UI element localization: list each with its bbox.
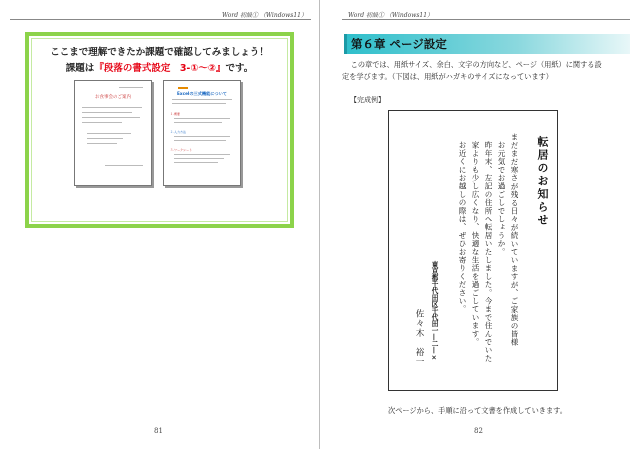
thumb-text-line [174,154,230,155]
postcard-title: 転居のお知らせ [536,136,549,227]
thumbnail-2-section-2: ２.入力方法 [170,130,186,134]
postcard-body-line: 昨年末、左記の住所へ転居いたしました。今まで住んでいた [484,141,493,363]
chapter-intro [342,59,632,83]
example-label: 【完成例】 [350,96,385,104]
review-task-name: 『段落の書式設定 3-①～②』 [94,63,226,74]
thumb-text-line [174,162,218,163]
page-number-right: 82 [474,427,483,435]
thumb-text-line [174,158,224,159]
thumb-text-line [172,99,232,100]
thumbnail-2-title: Excelの三式機能について [177,91,227,96]
thumb-text-line [105,165,143,166]
thumb-text-line [87,143,117,144]
thumbnail-2-logo [178,87,188,89]
thumb-text-line [82,107,142,108]
running-head-left: Word 初級① （Windows11） [221,12,307,19]
review-line1: ここまで理解できたか課題で確認してみましょう！ [50,47,269,58]
running-head-right: Word 初級① （Windows11） [348,12,434,19]
task-thumbnail-2 [163,80,241,186]
thumb-text-line [174,122,222,123]
right-page [320,0,640,449]
header-rule-right [342,19,630,20]
page-number-left: 81 [154,427,163,435]
intro-line-1: この章では、用紙サイズ、余白、文字の方向など、ページ（用紙）に関する設 [350,60,602,69]
footer-note: 次ページから、手順に沿って文書を作成していきます。 [388,406,567,415]
review-line2-suffix: です。 [225,63,254,74]
postcard-sender-name: 佐々木 裕一 [414,309,424,367]
thumb-text-line [82,122,122,123]
task-thumbnail-1 [74,80,152,186]
postcard-address: 東京都千代田区千代田一―二―× [430,261,438,362]
thumb-text-line [87,133,131,134]
postcard-body-line: 家よりも少し広くなり、快適な生活を過ごしています。 [471,141,480,346]
postcard-body-line: お近くにお越しの際は、ぜひお寄りください。 [458,141,467,314]
review-line2 [29,60,290,74]
postcard-example [388,110,558,391]
postcard-body-line: お元気でお過ごしでしょうか。 [497,141,506,256]
thumb-text-line [172,103,226,104]
intro-line-2: 定を学びます。（下図は、用紙がハガキのサイズになっています） [342,72,553,81]
thumb-text-line [82,117,140,118]
review-line2-prefix: 課題は [65,63,95,74]
thumbnail-2-section-3: ３.ワークシート [170,148,192,152]
review-callout [25,32,294,228]
header-rule-left [10,19,311,20]
thumbnail-2-section-1: １.概要 [170,112,180,116]
thumb-text-line [174,136,230,137]
thumb-text-line [174,118,230,119]
thumb-text-line [87,138,123,139]
thumb-text-line [82,112,132,113]
postcard-body-line: まだまだ寒さが残る日々が続いていますが、ご家族の皆様 [510,133,519,347]
thumb-text-line [119,87,143,88]
thumb-text-line [174,140,226,141]
thumbnail-1-title: お食事会のご案内 [95,95,131,100]
chapter-title: 第６章 ページ設定 [344,34,630,54]
